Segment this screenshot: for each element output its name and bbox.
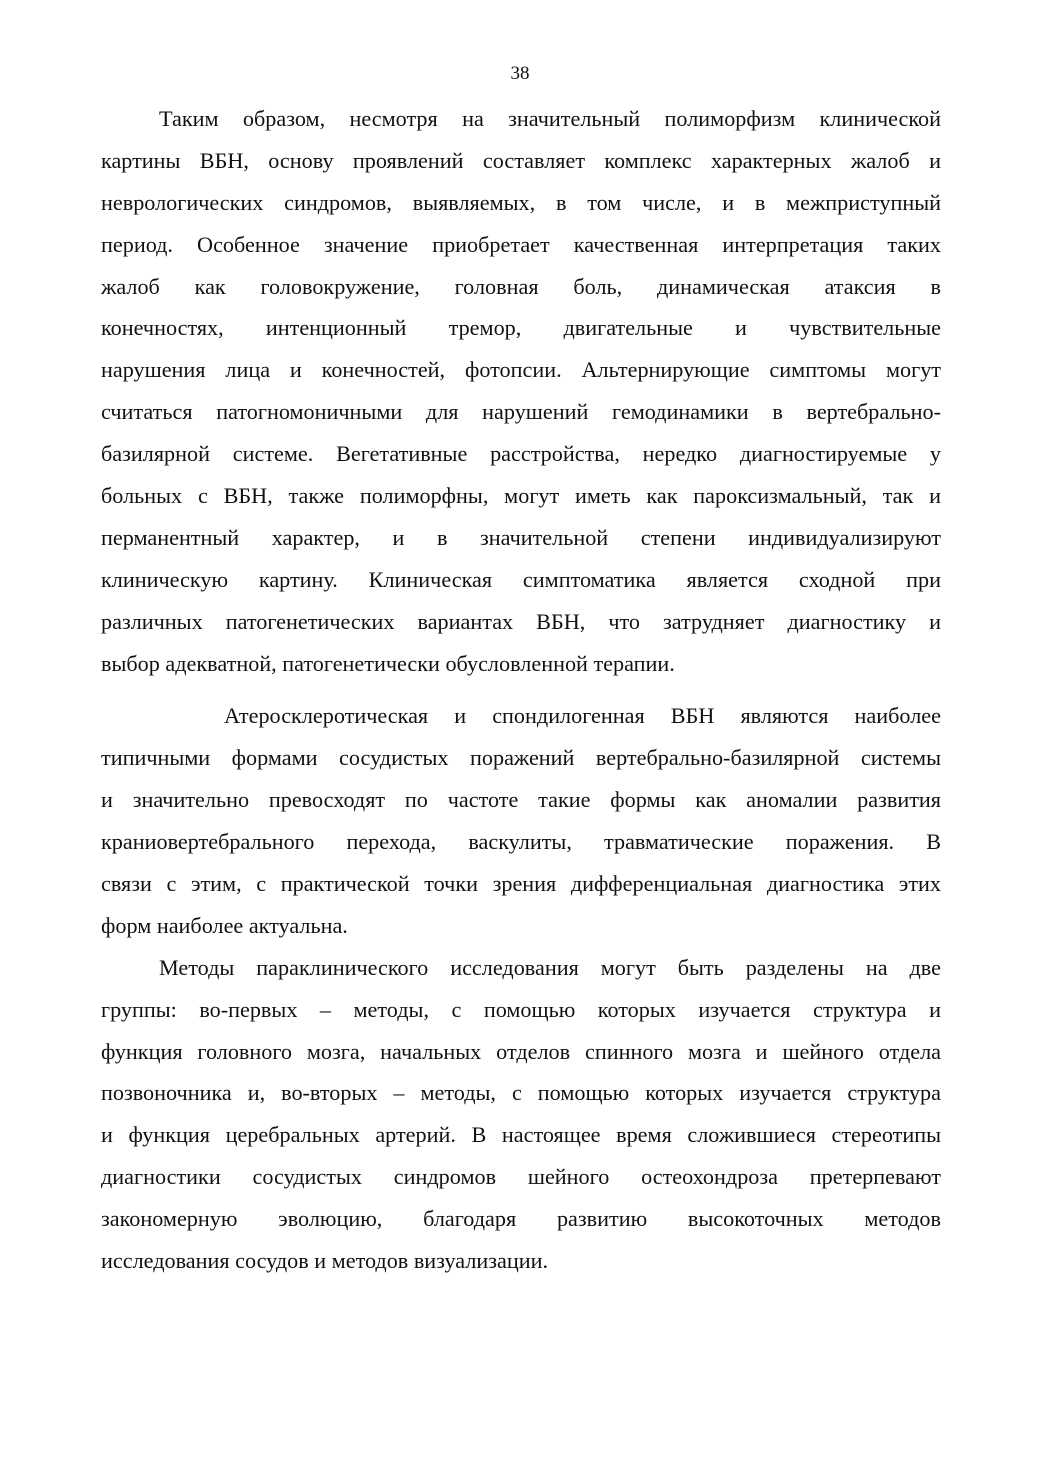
text-line: клиническую картину. Клиническая симптоматика является сходной при	[101, 566, 941, 592]
text-line: диагностики сосудистых синдромов шейного остеохондроза претерпевают	[101, 1164, 941, 1190]
text-line: конечностях, интенционный тремор, двигательные и чувствительные	[101, 315, 941, 341]
paragraph-2	[101, 695, 941, 946]
text-line: выбор адекватной, патогенетически обусловленной терапии.	[101, 650, 675, 676]
text-line: жалоб как головокружение, головная боль, динамическая атаксия в	[101, 273, 941, 299]
text-line: Методы параклинического исследования могут быть разделены на две	[159, 954, 941, 980]
text-line: нарушения лица и конечностей, фотопсии. Альтернирующие симптомы могут	[101, 357, 941, 383]
paragraph-spacer	[101, 684, 941, 695]
text-line: связи с этим, с практической точки зрения дифференциальная диагностика этих	[101, 871, 941, 897]
text-line: типичными формами сосудистых поражений вертебрально-базилярной системы	[101, 745, 941, 771]
text-line: период. Особенное значение приобретает качественная интерпретация таких	[101, 231, 941, 257]
text-line: краниовертебрального перехода, васкулиты, травматические поражения. В	[101, 829, 941, 855]
text-line: и значительно превосходят по частоте такие формы как аномалии развития	[101, 787, 941, 813]
text-line: Атеросклеротическая и спондилогенная ВБН являются наиболее	[224, 703, 941, 729]
page-number: 38	[510, 63, 530, 84]
text-line: исследования сосудов и методов визуализации.	[101, 1248, 549, 1274]
paragraph-3	[101, 947, 941, 1282]
text-line: базилярной системе. Вегетативные расстройства, нередко диагностируемые у	[101, 441, 941, 467]
text-line: больных с ВБН, также полиморфны, могут иметь как пароксизмальный, так и	[101, 483, 941, 509]
text-line: Таким образом, несмотря на значительный полиморфизм клинической	[159, 106, 941, 131]
text-line: позвоночника и, во-вторых – методы, с помощью которых изучается структура	[101, 1080, 941, 1106]
text-line: неврологических синдромов, выявляемых, в том числе, и в межприступный	[101, 189, 941, 215]
text-line: группы: во-первых – методы, с помощью которых изучается структура и	[101, 996, 941, 1022]
paragraph-1	[101, 98, 941, 684]
text-line: закономерную эволюцию, благодаря развитию высокоточных методов	[101, 1206, 941, 1232]
text-line: форм наиболее актуальна.	[101, 912, 348, 938]
text-line: картины ВБН, основу проявлений составляет комплекс характерных жалоб и	[101, 147, 941, 173]
text-line: различных патогенетических вариантах ВБН, что затрудняет диагностику и	[101, 608, 941, 634]
text-line: и функция церебральных артерий. В настоящее время сложившиеся стереотипы	[101, 1122, 941, 1148]
text-line: функция головного мозга, начальных отделов спинного мозга и шейного отдела	[101, 1038, 941, 1064]
text-line: перманентный характер, и в значительной степени индивидуализируют	[101, 524, 941, 550]
text-line: считаться патогномоничными для нарушений гемодинамики в вертебрально-	[101, 399, 941, 425]
document-body	[101, 98, 941, 1282]
